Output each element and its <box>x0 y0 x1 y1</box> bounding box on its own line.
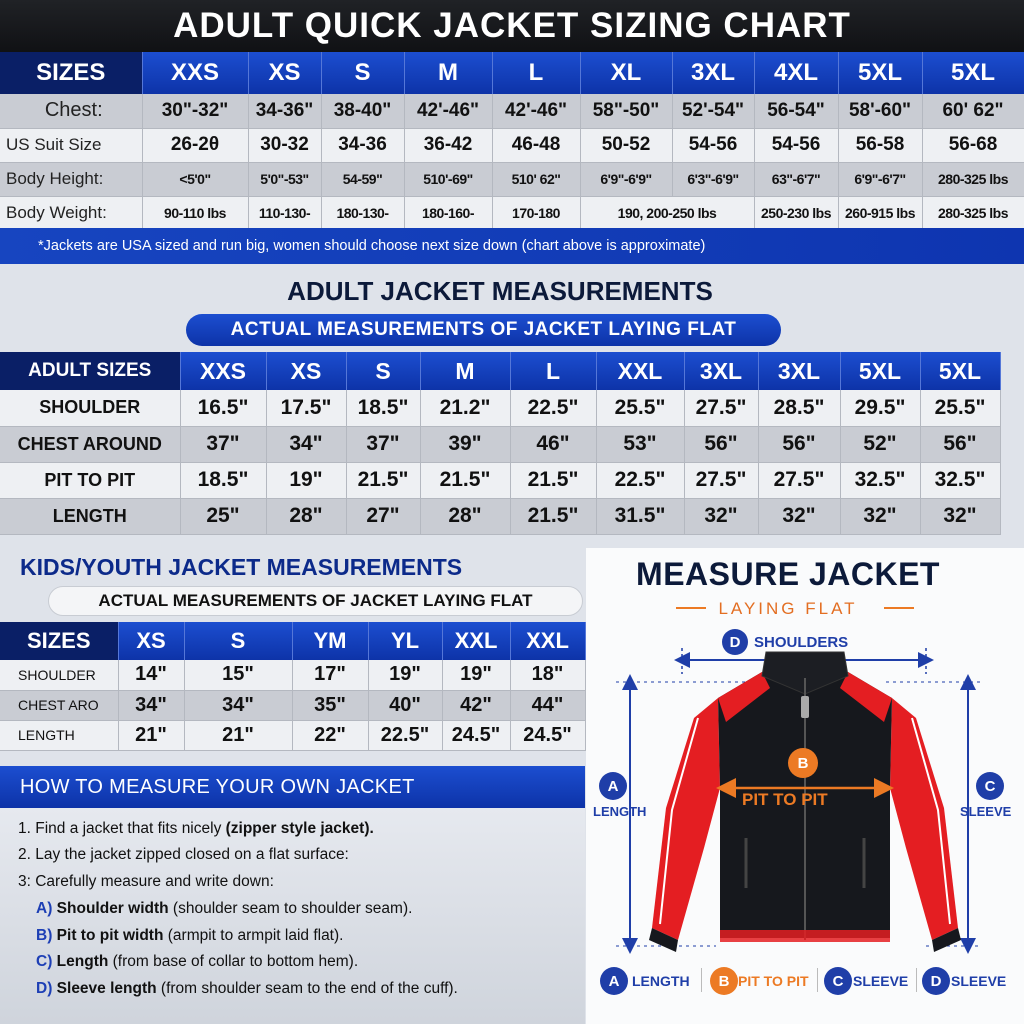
table-cell: 40" <box>368 690 442 720</box>
size-header: 3XL <box>758 352 840 390</box>
table-cell: 6'9"-6'9" <box>580 162 672 196</box>
table-cell: 260-915 lbs <box>838 196 922 230</box>
table-cell: 28" <box>266 498 346 534</box>
table-cell: 28" <box>420 498 510 534</box>
size-header: XS <box>118 622 184 660</box>
row-label: Chest: <box>0 94 142 128</box>
table-cell: 42'-46" <box>492 94 580 128</box>
table-cell: 170-180 <box>492 196 580 230</box>
table-cell: 17" <box>292 660 368 690</box>
row-label: SHOULDER <box>0 390 180 426</box>
step-item-b <box>36 927 343 945</box>
item-name: Length <box>56 953 109 970</box>
table-cell: 27" <box>346 498 420 534</box>
length-badge: A <box>599 772 627 800</box>
table-cell: 24.5" <box>510 720 585 750</box>
table-cell: 21" <box>118 720 184 750</box>
table-cell: 18.5" <box>346 390 420 426</box>
table-cell: 58'-60" <box>838 94 922 128</box>
table-cell: 24.5" <box>442 720 510 750</box>
table-row <box>0 162 1024 196</box>
table-row <box>0 720 585 750</box>
size-header: XXS <box>180 352 266 390</box>
table-cell: 19" <box>368 660 442 690</box>
row-label: Body Height: <box>0 162 142 196</box>
size-header: S <box>321 52 404 94</box>
table-row <box>0 390 1000 426</box>
size-header: XXL <box>596 352 684 390</box>
table-row <box>0 462 1000 498</box>
table-cell: 58"-50" <box>580 94 672 128</box>
table-cell: 34" <box>266 426 346 462</box>
item-detail: (armpit to armpit laid flat). <box>163 927 344 944</box>
item-letter: C) <box>36 953 53 970</box>
row-label: LENGTH <box>0 498 180 534</box>
table-cell: 38-40" <box>321 94 404 128</box>
size-header: XS <box>248 52 321 94</box>
table-cell: 56" <box>684 426 758 462</box>
adult-header-row <box>0 352 1000 390</box>
step-2: 2. Lay the jacket zipped closed on a flat surface: <box>18 846 349 863</box>
size-header: YL <box>368 622 442 660</box>
table-cell: 34" <box>184 690 292 720</box>
table-cell: 32" <box>684 498 758 534</box>
size-header: L <box>492 52 580 94</box>
table-cell: 25" <box>180 498 266 534</box>
size-header: XXS <box>142 52 248 94</box>
table-cell: 25.5" <box>596 390 684 426</box>
table-cell: 32.5" <box>920 462 1000 498</box>
item-letter: A) <box>36 900 53 917</box>
table-cell: 28.5" <box>758 390 840 426</box>
size-header: S <box>346 352 420 390</box>
row-label: LENGTH <box>0 720 118 750</box>
table-cell: 56-54" <box>754 94 838 128</box>
table-cell: 21.5" <box>346 462 420 498</box>
table-cell: 18.5" <box>180 462 266 498</box>
table-cell: 30"-32" <box>142 94 248 128</box>
row-label: SHOULDER <box>0 660 118 690</box>
table-cell: 56-58 <box>838 128 922 162</box>
how-to-title: HOW TO MEASURE YOUR OWN JACKET <box>0 766 585 808</box>
table-cell: 21.5" <box>510 498 596 534</box>
adult-measurements-subtitle: ACTUAL MEASUREMENTS OF JACKET LAYING FLAT <box>186 314 781 346</box>
table-cell: 6'3"-6'9" <box>672 162 754 196</box>
legend-divider <box>701 968 702 992</box>
table-cell: 21.2" <box>420 390 510 426</box>
size-header: 3XL <box>672 52 754 94</box>
table-row <box>0 196 1024 230</box>
table-cell: 36-42 <box>404 128 492 162</box>
table-cell: 90-110 lbs <box>142 196 248 230</box>
table-cell: 31.5" <box>596 498 684 534</box>
table-cell: 27.5" <box>684 462 758 498</box>
table-cell: 42'-46" <box>404 94 492 128</box>
table-cell: 110-130- <box>248 196 321 230</box>
item-detail: (shoulder seam to shoulder seam). <box>168 900 413 917</box>
hem <box>720 930 890 942</box>
legend-a-label: LENGTH <box>632 973 690 989</box>
table-cell: 32" <box>920 498 1000 534</box>
kids-measurements-subtitle: ACTUAL MEASUREMENTS OF JACKET LAYING FLAT <box>48 586 583 616</box>
table-cell: 56" <box>758 426 840 462</box>
table-cell: 25.5" <box>920 390 1000 426</box>
step-item-a <box>36 900 412 918</box>
table-cell: 42" <box>442 690 510 720</box>
item-letter: D) <box>36 980 53 997</box>
kids-measurements-title: KIDS/YOUTH JACKET MEASUREMENTS <box>20 554 463 580</box>
size-header: 5XL <box>922 52 1024 94</box>
table-cell: 250-230 lbs <box>754 196 838 230</box>
legend-b-label: PIT TO PIT <box>738 973 809 989</box>
table-cell: 35" <box>292 690 368 720</box>
table-cell: 16.5" <box>180 390 266 426</box>
table-cell: 14" <box>118 660 184 690</box>
row-label: PIT TO PIT <box>0 462 180 498</box>
sleeve-badge: C <box>976 772 1004 800</box>
legend-d-badge: D <box>922 967 950 995</box>
step-1-bold: (zipper style jacket). <box>225 820 374 837</box>
table-cell: 32" <box>840 498 920 534</box>
shoulders-label: SHOULDERS <box>754 634 849 651</box>
measure-jacket-subtitle: LAYING FLAT <box>718 599 858 618</box>
table-cell: 190, 200-250 lbs <box>580 196 754 230</box>
step-item-d <box>36 980 458 998</box>
table-cell: 29.5" <box>840 390 920 426</box>
sizing-header-label: SIZES <box>0 52 142 94</box>
size-header: YM <box>292 622 368 660</box>
item-detail: (from base of collar to bottom hem). <box>108 953 359 970</box>
table-cell: 22.5" <box>596 462 684 498</box>
table-cell: 22.5" <box>368 720 442 750</box>
table-cell: 21.5" <box>510 462 596 498</box>
table-cell: 18" <box>510 660 585 690</box>
size-header: M <box>404 52 492 94</box>
adult-header-label: ADULT SIZES <box>0 352 180 390</box>
table-cell: 180-130- <box>321 196 404 230</box>
table-cell: 17.5" <box>266 390 346 426</box>
step-1 <box>18 820 374 838</box>
title-bar <box>0 0 1024 52</box>
sizing-note: *Jackets are USA sized and run big, women should choose next size down (chart above is approximate) <box>0 228 1024 264</box>
table-cell: 27.5" <box>758 462 840 498</box>
size-header: 5XL <box>838 52 922 94</box>
table-cell: 21.5" <box>420 462 510 498</box>
table-cell: 26-2θ <box>142 128 248 162</box>
table-cell: 53" <box>596 426 684 462</box>
table-cell: 22.5" <box>510 390 596 426</box>
size-header: XL <box>580 52 672 94</box>
size-header: 4XL <box>754 52 838 94</box>
table-cell: 63"-6'7" <box>754 162 838 196</box>
row-label: CHEST ARO <box>0 690 118 720</box>
table-cell: 30-32 <box>248 128 321 162</box>
table-cell: 510'-69" <box>404 162 492 196</box>
legend-divider <box>916 968 917 992</box>
table-cell: 32" <box>758 498 840 534</box>
legend-c-label: SLEEVE <box>853 973 909 989</box>
table-cell: 39" <box>420 426 510 462</box>
size-header: 5XL <box>840 352 920 390</box>
table-cell: 21" <box>184 720 292 750</box>
row-label: CHEST AROUND <box>0 426 180 462</box>
table-cell: 19" <box>266 462 346 498</box>
adult-measurements-title: ADULT JACKET MEASUREMENTS <box>287 276 713 306</box>
table-cell: 34" <box>118 690 184 720</box>
table-row <box>0 128 1024 162</box>
table-cell: 37" <box>180 426 266 462</box>
size-header: XXL <box>510 622 585 660</box>
item-name: Sleeve length <box>56 980 157 997</box>
table-cell: 52" <box>840 426 920 462</box>
sizing-header-row <box>0 52 1024 94</box>
table-cell: 280-325 lbs <box>922 196 1024 230</box>
row-label: Body Weight: <box>0 196 142 230</box>
pit-to-pit-badge: B <box>788 748 818 778</box>
table-cell: 56" <box>920 426 1000 462</box>
measure-jacket-title: MEASURE JACKET <box>636 556 940 592</box>
pit-to-pit-label: PIT TO PIT <box>742 790 828 809</box>
row-label: US Suit Size <box>0 128 142 162</box>
table-cell: 44" <box>510 690 585 720</box>
table-cell: 5'0"-53" <box>248 162 321 196</box>
size-header: 3XL <box>684 352 758 390</box>
table-cell: <5'0" <box>142 162 248 196</box>
length-label: LENGTH <box>593 804 647 819</box>
item-name: Shoulder width <box>56 900 169 917</box>
zipper-pull <box>801 696 809 718</box>
table-cell: 34-36 <box>321 128 404 162</box>
size-header: 5XL <box>920 352 1000 390</box>
size-header: M <box>420 352 510 390</box>
table-cell: 280-325 lbs <box>922 162 1024 196</box>
table-cell: 46" <box>510 426 596 462</box>
size-header: XXL <box>442 622 510 660</box>
table-cell: 60' 62" <box>922 94 1024 128</box>
table-row <box>0 94 1024 128</box>
adult-measurements-table <box>0 352 1001 535</box>
legend-a-badge: A <box>600 967 628 995</box>
page-title: ADULT QUICK JACKET SIZING CHART <box>173 6 851 45</box>
legend-d-label: SLEEVE <box>951 973 1007 989</box>
kids-measurements-table <box>0 622 586 751</box>
table-cell: 27.5" <box>684 390 758 426</box>
kids-header-label: SIZES <box>0 622 118 660</box>
table-row <box>0 690 585 720</box>
legend-c-badge: C <box>824 967 852 995</box>
table-cell: 56-68 <box>922 128 1024 162</box>
table-cell: 37" <box>346 426 420 462</box>
table-cell: 52'-54" <box>672 94 754 128</box>
table-row <box>0 426 1000 462</box>
table-row <box>0 498 1000 534</box>
table-cell: 19" <box>442 660 510 690</box>
shoulders-badge: D <box>722 629 748 655</box>
step-1-text: 1. Find a jacket that fits nicely <box>18 820 226 837</box>
table-cell: 54-56 <box>754 128 838 162</box>
table-cell: 15" <box>184 660 292 690</box>
table-cell: 22" <box>292 720 368 750</box>
legend-divider <box>817 968 818 992</box>
sizing-chart-table <box>0 52 1024 231</box>
size-header: XS <box>266 352 346 390</box>
table-cell: 50-52 <box>580 128 672 162</box>
kids-header-row <box>0 622 585 660</box>
table-cell: 180-160- <box>404 196 492 230</box>
table-row <box>0 660 585 690</box>
legend-b-badge: B <box>710 967 738 995</box>
table-cell: 46-48 <box>492 128 580 162</box>
item-name: Pit to pit width <box>56 927 164 944</box>
item-letter: B) <box>36 927 53 944</box>
step-item-c <box>36 953 358 971</box>
table-cell: 32.5" <box>840 462 920 498</box>
table-cell: 54-56 <box>672 128 754 162</box>
size-header: S <box>184 622 292 660</box>
size-header: L <box>510 352 596 390</box>
step-3: 3: Carefully measure and write down: <box>18 873 274 890</box>
table-cell: 34-36" <box>248 94 321 128</box>
item-detail: (from shoulder seam to the end of the cuff). <box>156 980 458 997</box>
sleeve-label: SLEEVE <box>960 804 1012 819</box>
table-cell: 54-59" <box>321 162 404 196</box>
table-cell: 6'9"-6'7" <box>838 162 922 196</box>
jacket-diagram <box>586 548 1024 1024</box>
table-cell: 510' 62" <box>492 162 580 196</box>
how-to-panel <box>0 808 585 1024</box>
